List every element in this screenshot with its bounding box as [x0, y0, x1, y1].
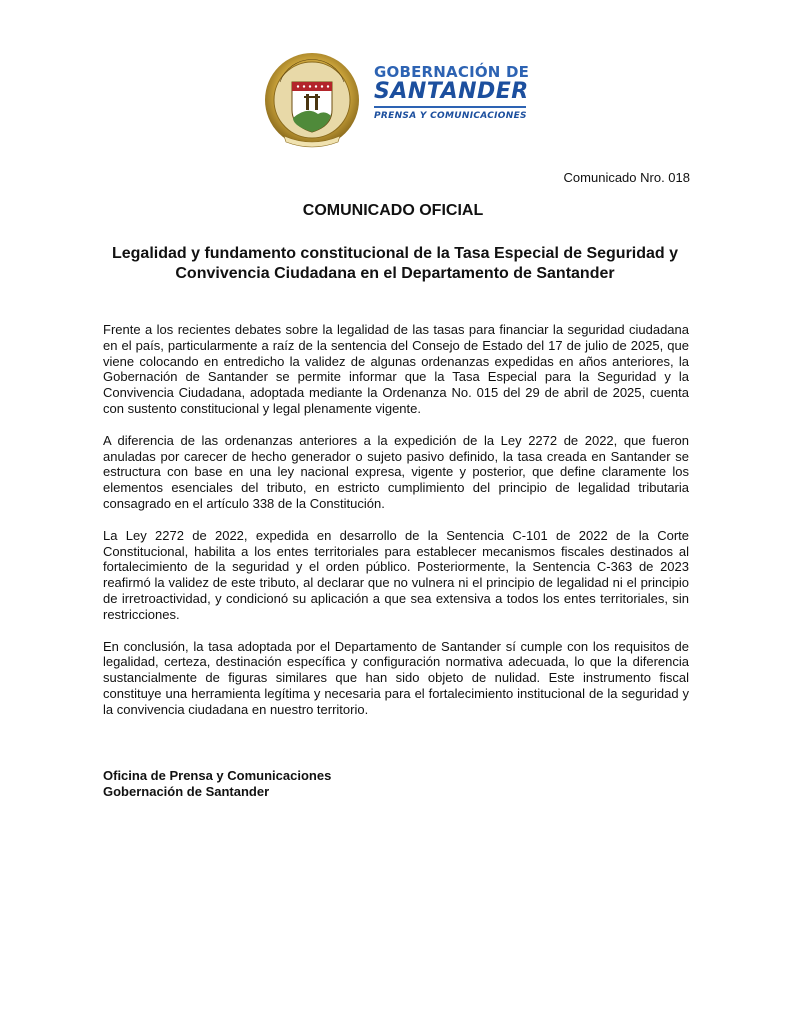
body-paragraph: En conclusión, la tasa adoptada por el Departamento de Santander sí cumple con los requisitos de legalidad, certeza, destinación específica y configuración normativa adecuada, lo que la diferencia sustancialmente de figuras similares que han sido objeto de nulidad. Este instrumento fiscal constituye una herramienta legítima y necesaria para el fortalecimiento institucional de la seguridad y la convivencia ciudadana en nuestro territorio. — [103, 638, 689, 717]
brand-line-santander: SANTANDER — [374, 79, 529, 104]
signature-office: Oficina de Prensa y Comunicaciones — [103, 768, 332, 783]
signature-entity: Gobernación de Santander — [103, 784, 270, 799]
document-title: COMUNICADO OFICIAL — [302, 202, 484, 219]
body-paragraph: A diferencia de las ordenanzas anteriores a la expedición de la Ley 2272 de 2022, que fueron anuladas por carecer de hecho generador o sujeto pasivo definido, la tasa creada en Santander se estructura con base en una ley nacional expresa, vigente y posterior, que define claramente los elementos esenciales del tributo, en estricto cumplimiento del principio de legalidad tributaria consagrado en el artículo 338 de la Constitución. — [103, 432, 689, 511]
communique-number: Comunicado Nro. 018 — [563, 170, 690, 185]
brand-wordmark — [374, 64, 544, 124]
signature-block — [103, 768, 331, 800]
letterhead — [262, 52, 542, 152]
department-seal-icon — [262, 52, 362, 152]
body-paragraph: La Ley 2272 de 2022, expedida en desarrollo de la Sentencia C-101 de 2022 de la Corte Constitucional, habilita a los entes territoriales para establecer mecanismos fiscales destinados al fortalecimiento de la seguridad y el orden público. Posteriormente, la Sentencia C-363 de 2023 reafirmó la validez de este tributo, al declarar que no vulnera ni el principio de legalidad ni el principio de irretroactividad, y condicionó su aplicación a que sea extensiva a todos los entes territoriales, sin restricciones. — [103, 527, 689, 622]
body-paragraph: Frente a los recientes debates sobre la legalidad de las tasas para financiar la seguridad ciudadana en el país, particularmente a raíz de la sentencia del Consejo de Estado del 17 de julio de 2025, que viene colocando en entredicho la validez de algunas ordenanzas expedidas en años anteriores, la Gobernación de Santander se permite informar que la Tasa Especial para la Seguridad y la Convivencia Ciudadana, adoptada mediante la Ordenanza No. 015 del 29 de abril de 2025, cuenta con sustento constitucional y legal plenamente vigente. — [103, 322, 689, 416]
brand-line-prensa: PRENSA Y COMUNICACIONES — [374, 111, 527, 121]
document-subject: Legalidad y fundamento constitucional de la Tasa Especial de Seguridad y Convivencia Ciudadana en el Departamento de Santander — [111, 245, 679, 282]
brand-line-gobernacion: GOBERNACIÓN DE — [374, 63, 530, 81]
document-body — [103, 322, 689, 734]
